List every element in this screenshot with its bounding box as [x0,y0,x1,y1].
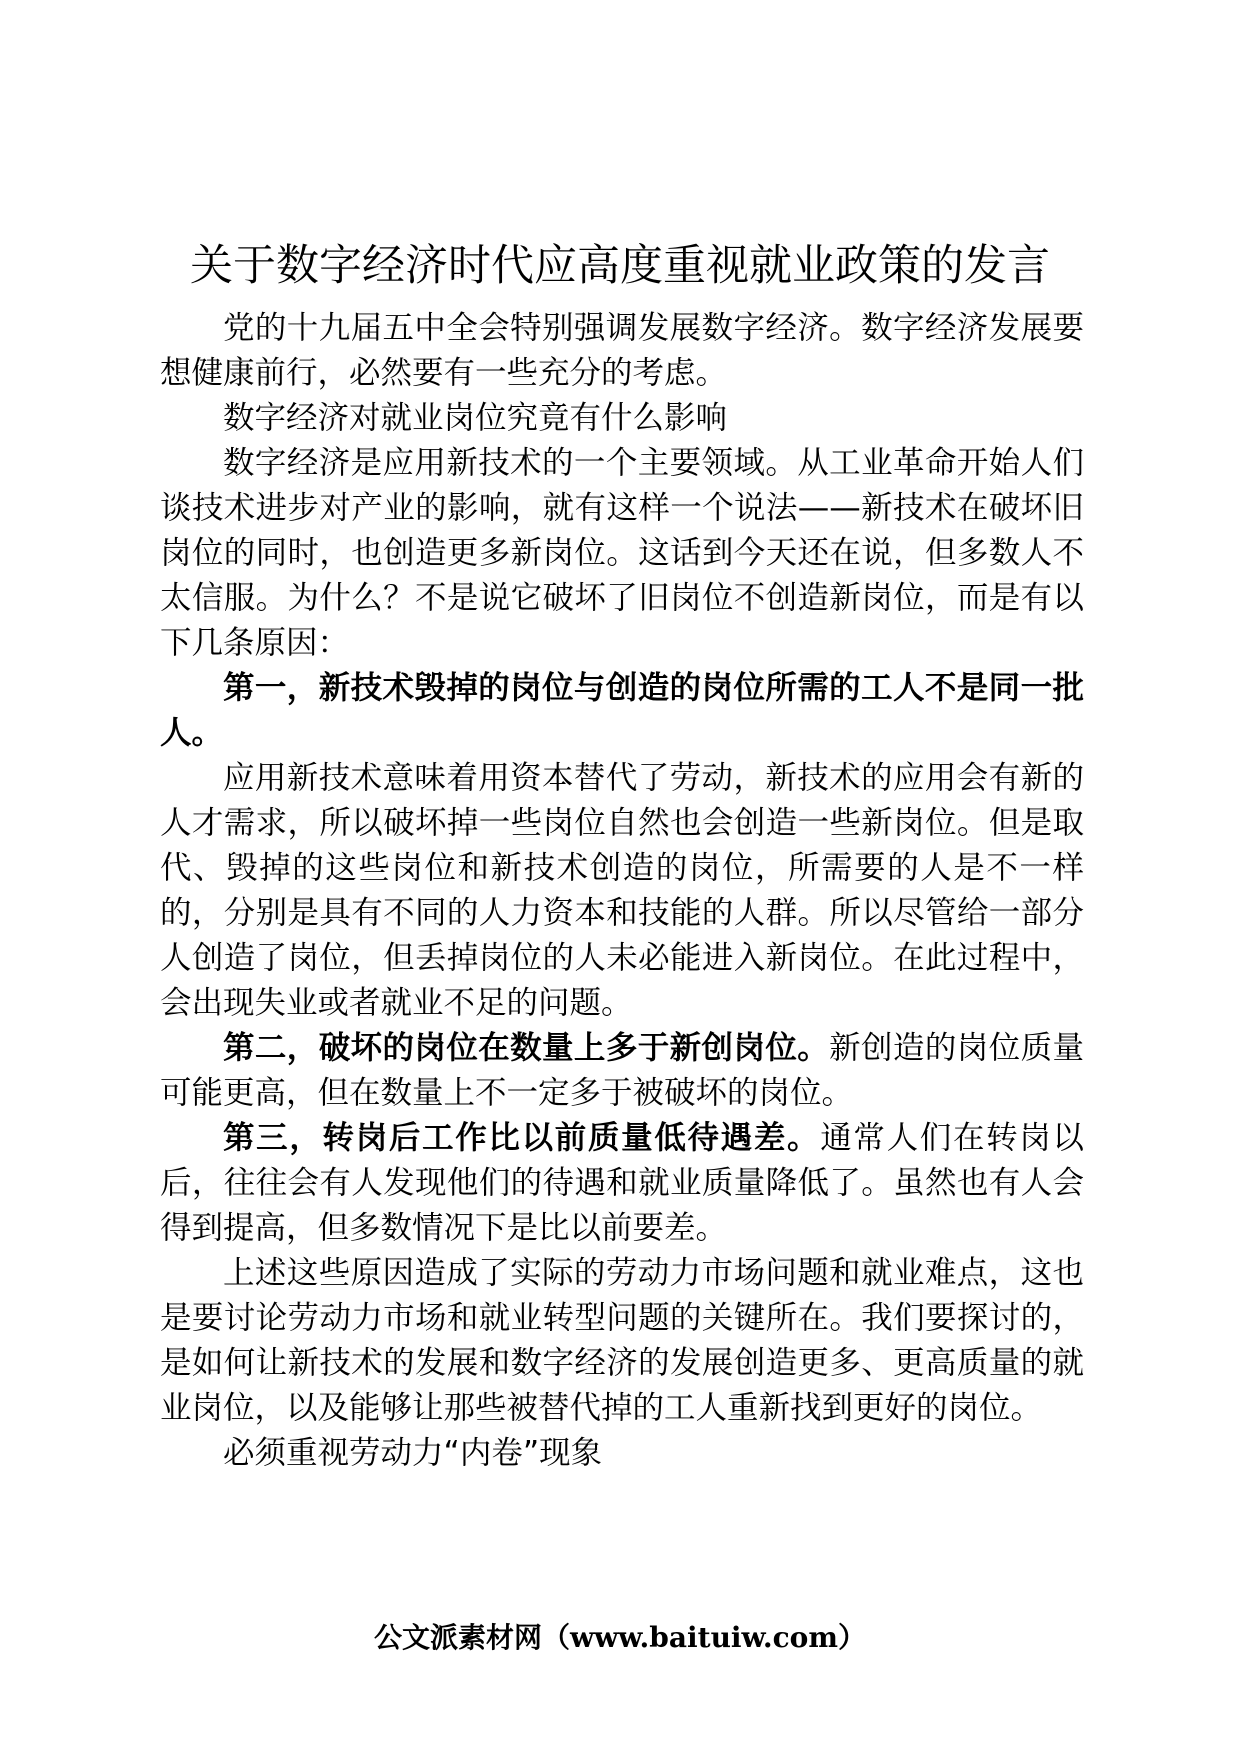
section-heading [160,1431,1084,1476]
paragraph-text: 上述这些原因造成了实际的劳动力市场问题和就业难点，这也是要讨论劳动力市场和就业转型问题的关键所在。我们要探讨的，是如何让新技术的发展和数字经济的发展创造更多、更高质量的就业岗位，以及能够让那些被替代掉的工人重新找到更好的岗位。 [160,1255,1084,1426]
paragraph [160,1251,1084,1431]
document-body [160,306,1084,1476]
paragraph [160,306,1084,396]
paragraph [160,756,1084,1026]
paragraph [160,666,1084,756]
paragraph-text: 党的十九届五中全会特别强调发展数字经济。数字经济发展要想健康前行，必然要有一些充分的考虑。 [160,310,1084,391]
paragraph-text: 通常人们在转岗以后，往往会有人发现他们的待遇和就业质量降低了。虽然也有人会得到提高，但多数情况下是比以前要差。 [160,1120,1084,1246]
paragraph-text: 数字经济对就业岗位究竟有什么影响 [223,400,728,436]
paragraph [160,1026,1084,1116]
section-heading [160,396,1084,441]
bold-point: 第二，破坏的岗位在数量上多于新创岗位。 [223,1030,830,1066]
paragraph-text: 应用新技术意味着用资本替代了劳动，新技术的应用会有新的人才需求，所以破坏掉一些岗位自然也会创造一些新岗位。但是取代、毁掉的这些岗位和新技术创造的岗位，所需要的人是不一样的，分别是具有不同的人力资本和技能的人群。所以尽管给一部分人创造了岗位，但丢掉岗位的人未必能进入新岗位。在此过程中，会出现失业或者就业不足的问题。 [160,760,1084,1021]
paragraph [160,441,1084,666]
bold-point: 第三，转岗后工作比以前质量低待遇差。 [223,1120,821,1156]
document-title: 关于数字经济时代应高度重视就业政策的发言 [190,241,1050,291]
source-footer: 公文派素材网（www.baituiw.com） [374,1621,866,1654]
paragraph-text: 新创造的岗位质量可能更高，但在数量上不一定多于被破坏的岗位。 [160,1030,1084,1111]
bold-point: 第一，新技术毁掉的岗位与创造的岗位所需的工人不是同一批人。 [160,670,1084,751]
paragraph [160,1116,1084,1251]
paragraph-text: 数字经济是应用新技术的一个主要领域。从工业革命开始人们谈技术进步对产业的影响，就有这样一个说法——新技术在破坏旧岗位的同时，也创造更多新岗位。这话到今天还在说，但多数人不太信服。为什么？不是说它破坏了旧岗位不创造新岗位，而是有以下几条原因： [160,445,1084,661]
paragraph-text: 必须重视劳动力“内卷”现象 [223,1435,603,1471]
